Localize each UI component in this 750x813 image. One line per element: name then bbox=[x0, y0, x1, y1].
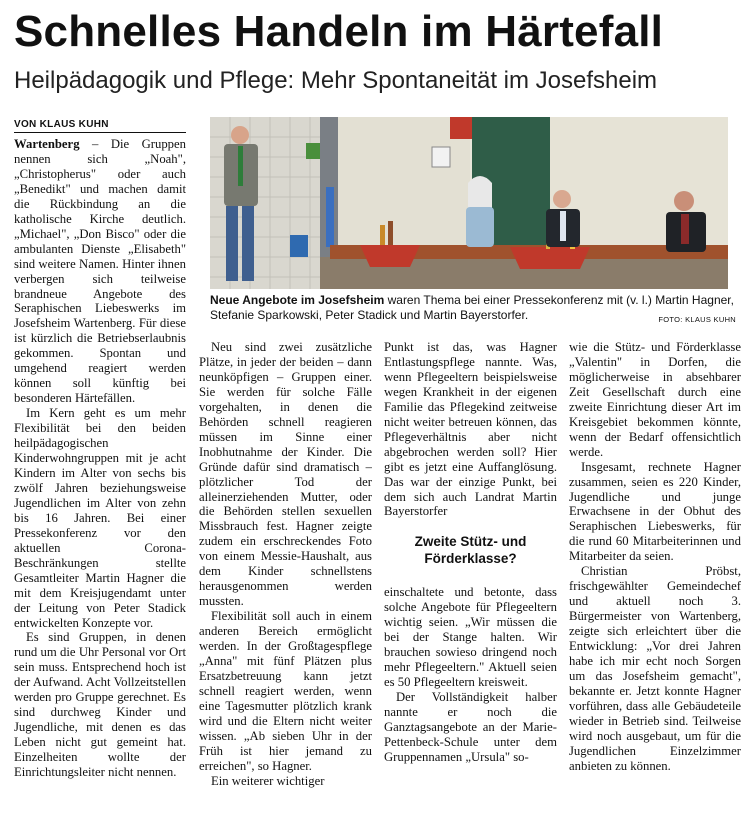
paragraph: Punkt ist das, was Hagner Entlastungspflege nannte. Was, wenn Pflegeeltern beispielsweise wegen Krankheit in der eigenen Familie das Pflegekind zeitweise nicht weiter betreuen können, das Pflegeverhältnis aber nicht abgebrochen werden soll? Hier gibt es jetzt eine Auffanglösung. Das war der einzige Punkt, bei dem sich auch Landrat Martin Bayerstorfer bbox=[384, 340, 557, 519]
caption-lead: Neue Angebote im Josefsheim bbox=[210, 293, 385, 307]
subheadline: Heilpädagogik und Pflege: Mehr Spontaneität im Josefsheim bbox=[14, 67, 658, 94]
paragraph: Insgesamt, rechnete Hagner zusammen, seien es 220 Kinder, Jugendliche und junge Erwachsene in der Obhut des Seraphischen Liebeswerks, für die rund 60 Mitarbeiterinnen und Mitarbeiter da seien. bbox=[569, 459, 741, 564]
article-column-2 bbox=[199, 340, 372, 808]
caption-text: waren Thema bei einer Pressekonferenz mit (v. l.) Martin Hagner, Stefanie Sparkowski, Peter Stadick und Martin Bayerstorfer. bbox=[210, 293, 734, 322]
paragraph: Neu sind zwei zusätzliche Plätze, in jeder der beiden – dann neunköpfigen – Gruppen einer. Sie werden für solche Fälle vorgehalten, in denen die Behörden schnell reagieren müssen im Sinne einer Inobhutnahme der Kinder. Die Gründe dafür sind dramatisch – plötzlicher Tod der alleinerziehenden Mutter, oder die Behörden stellen sexuellen Missbrauch fest. Hagner zeigte zudem ein erschreckendes Foto von einem Messie-Haushalt, aus dem Kinder schnellstens herausgenommen werden mussten. bbox=[199, 340, 372, 609]
paragraph: wie die Stütz- und Förderklasse „Valentin" in Dorfen, die möglicherweise in absehbarer Zeit Gesellschaft durch eine zweite Einrichtung dieser Art im Kreisgebiet bekommen könnte, wenn der Bedarf offensichtlich werde. bbox=[569, 340, 741, 459]
press-conference-photo-illustration bbox=[210, 117, 728, 289]
photo-credit: FOTO: KLAUS KUHN bbox=[658, 315, 736, 324]
photo-caption bbox=[210, 293, 736, 327]
section-subhead: Zweite Stütz- und Förderklasse? bbox=[414, 534, 527, 567]
paragraph: Christian Pröbst, frischgewählter Gemeindechef und aktuell noch 3. Bürgermeister von Wartenberg, zeigte sich erleichtert über die Entwicklung: „Vor drei Jahren habe ich mir echt noch Sorgen um das Josefsheim gemacht", bekannte er. Jetzt konnte Hagner vorführen, dass alle Gebäudeteile wieder in Betrieb sind. Teilweise wird noch ausgebaut, um für die Jugendlichen Einzelzimmer anbieten zu können. bbox=[569, 564, 741, 773]
article-column-3 bbox=[384, 340, 557, 808]
paragraph: Es sind Gruppen, in denen rund um die Uhr Personal vor Ort sein muss. Entsprechend hoch ist der Aufwand. Acht Vollzeitstellen werden pro Gruppe gerechnet. Es sind durchweg Kinder und Jugendliche, mit denen es das Leben nicht gut gemeint hat. Einzelheiten wollte der Einrichtungsleiter nicht nennen. bbox=[14, 630, 186, 780]
paragraph: Ein weiterer wichtiger bbox=[211, 773, 325, 788]
byline: VON KLAUS KUHN bbox=[14, 119, 186, 133]
article-column-1 bbox=[14, 137, 186, 805]
dateline: Wartenberg bbox=[14, 137, 80, 151]
paragraph: einschaltete und betonte, dass solche Angebote für Pflegeeltern wichtig seien. „Wir müssen die bei der Stange halten. Wir brauchen sowieso dringend noch mehr Pflegeeltern." Aktuell seien es 50 Pflegeeltern kreisweit. bbox=[384, 585, 557, 690]
paragraph-text: – Die Gruppen nennen sich „Noah", „Christopherus" oder auch „Benedikt" und machen damit die Rückbindung an die katholische Kirche deutlich. „Michael", „Don Bisco" oder die ambulanten Dienste „Elisabeth" sind weitere Namen. Hinter ihnen verbergen sich teilweise brandneue Angebote des Seraphischen Liebeswerks im Josefsheim Wartenberg. Für diese ist kürzlich die Betriebserlaubnis gekommen. Spontan und umgehend reagiert werden können soll künftig bei besonderen Härtefällen. bbox=[14, 137, 186, 406]
article-column-4 bbox=[569, 340, 741, 808]
paragraph: Im Kern geht es um mehr Flexibilität bei den beiden heilpädagogischen Kinderwohngruppen mit je acht Kindern im Alter von sechs bis zwölf Jahren beziehungsweise Jugendlichen im Alter von zehn bis 16 Jahren. Bei einer Pressekonferenz vor den aktuellen Corona-Beschränkungen stellte Gesamtleiter Martin Hagner die mit dem Kreisjugendamt unter der Leitung von Peter Stadick entwickelten Konzepte vor. bbox=[14, 406, 186, 630]
headline: Schnelles Handeln im Härtefall bbox=[14, 7, 664, 56]
paragraph bbox=[14, 137, 186, 406]
paragraph: Flexibilität soll auch in einem anderen Bereich ermöglicht werden. In der Großtagespflege „Anna" mit fünf Plätzen plus Ersatzbetreuung kann jetzt schnell reagiert werden, wenn eine Tagesmutter plötzlich krank wird und die Eltern nicht weiter wissen. „Ab sieben Uhr in der Früh ist hier jemand zu erreichen", so Hagner. bbox=[199, 609, 372, 773]
press-conference-photo bbox=[210, 117, 728, 289]
paragraph: Der Vollständigkeit halber nannte er noch die Ganztagsangebote an der Marie-Pettenbeck-Schule unter dem Gruppennamen „Ursula" so- bbox=[384, 690, 557, 764]
